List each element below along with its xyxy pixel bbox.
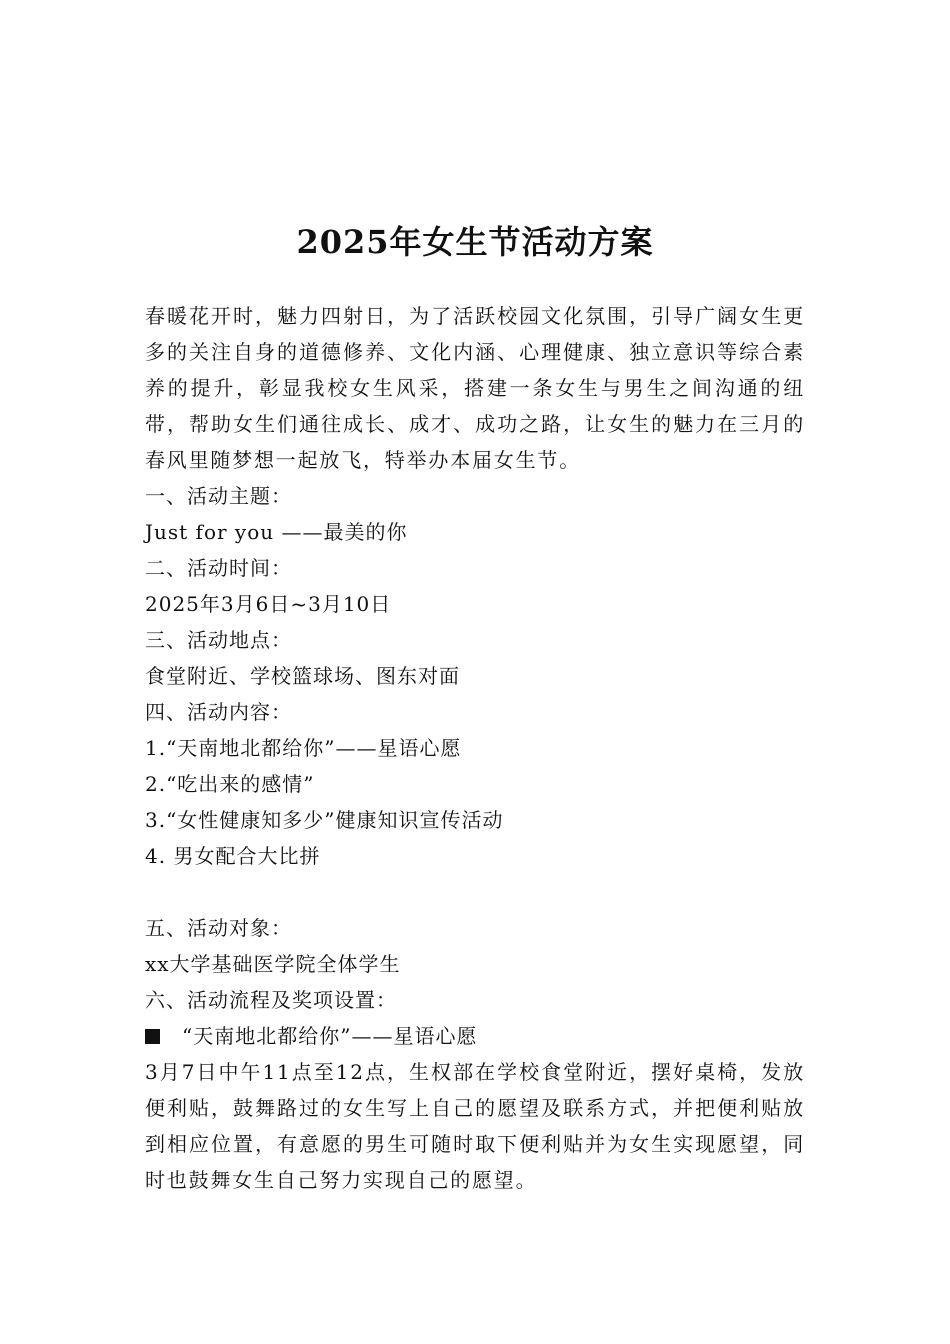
time-heading: 二、活动时间：: [145, 556, 292, 580]
theme-heading: 一、活动主题：: [145, 484, 292, 508]
time-value: 2025年3月6日~3月10日: [145, 592, 392, 616]
black-square-icon: [145, 1029, 160, 1044]
flow-item-title: “天南地北都给你”——星语心愿: [182, 1024, 478, 1048]
blank-line: [145, 874, 805, 910]
intro-paragraph: 春暖花开时，魅力四射日，为了活跃校园文化氛围，引导广阔女生更多的关注自身的道德修养、文化内涵、心理健康、独立意识等综合素养的提升，彰显我校女生风采，搭建一条女生与男生之间沟通的纽带，帮助女生们通往成长、成才、成功之路，让女生的魅力在三月的春风里随梦想一起放飞，特举办本届女生节。: [145, 304, 805, 472]
content-heading: 四、活动内容：: [145, 700, 292, 724]
flow-heading: 六、活动流程及奖项设置：: [145, 988, 397, 1012]
target-value: xx大学基础医学院全体学生: [145, 952, 401, 976]
target-heading: 五、活动对象：: [145, 916, 292, 940]
content-item: 1.“天南地北都给你”——星语心愿: [145, 736, 462, 760]
place-value: 食堂附近、学校篮球场、图东对面: [145, 664, 460, 688]
flow-item-body: 3月7日中午11点至12点，生权部在学校食堂附近，摆好桌椅，发放便利贴，鼓舞路过的女生写上自己的愿望及联系方式，并把便利贴放到相应位置，有意愿的男生可随时取下便利贴并为女生实现愿望，同时也鼓舞女生自己努力实现自己的愿望。: [145, 1060, 805, 1192]
document-body: [145, 298, 805, 1198]
content-item: 4. 男女配合大比拼: [145, 844, 321, 868]
theme-value: Just for you ——最美的你: [145, 520, 408, 544]
page-title: 2025年女生节活动方案: [296, 223, 654, 261]
content-item: 3.“女性健康知多少”健康知识宣传活动: [145, 808, 504, 832]
flow-item-title-row: [145, 1018, 805, 1054]
place-heading: 三、活动地点：: [145, 628, 292, 652]
content-item: 2.“吃出来的感情”: [145, 772, 315, 796]
